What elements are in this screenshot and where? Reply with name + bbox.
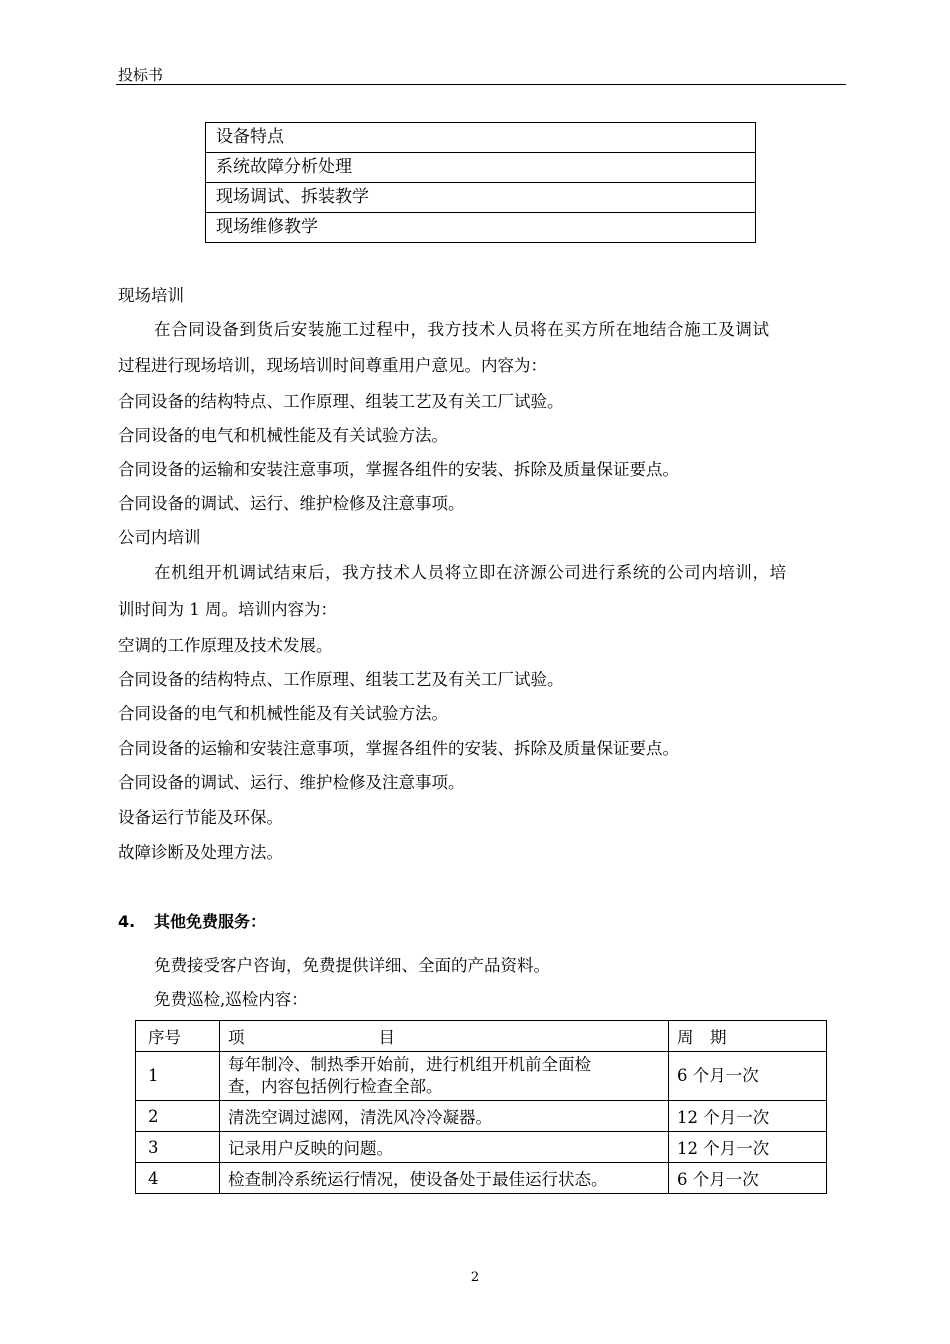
inhouse-training-title: 公司内培训 <box>118 528 201 547</box>
header-seq: 序号 <box>136 1021 220 1052</box>
list-item: 合同设备的调试、运行、维护检修及注意事项。 <box>118 494 465 513</box>
list-item: 合同设备的电气和机械性能及有关试验方法。 <box>118 426 448 445</box>
list-item: 合同设备的运输和安装注意事项，掌握各组件的安装、拆除及质量保证要点。 <box>118 460 679 479</box>
list-item: 故障诊断及处理方法。 <box>118 843 283 862</box>
section-title: 其他免费服务： <box>154 912 267 931</box>
topic-cell: 系统故障分析处理 <box>206 153 756 183</box>
cell-item: 记录用户反映的问题。 <box>220 1132 669 1163</box>
list-item: 合同设备的结构特点、工作原理、组装工艺及有关工厂试验。 <box>118 670 564 689</box>
table-row <box>136 1052 827 1101</box>
table-row <box>206 213 756 243</box>
onsite-training-title: 现场培训 <box>118 286 184 305</box>
cell-period: 12 个月一次 <box>669 1101 827 1132</box>
cell-seq: 1 <box>136 1052 220 1101</box>
free-service-line-2: 免费巡检,巡检内容： <box>154 990 308 1009</box>
topic-cell: 现场维修教学 <box>206 213 756 243</box>
cell-period: 6 个月一次 <box>669 1052 827 1101</box>
inhouse-paragraph-line-1: 在机组开机调试结束后，我方技术人员将立即在济源公司进行系统的公司内培训，培 <box>154 563 787 582</box>
cell-item-line-2: 查，内容包括例行检查全部。 <box>228 1077 443 1096</box>
topic-cell: 设备特点 <box>206 123 756 153</box>
list-item: 设备运行节能及环保。 <box>118 808 283 827</box>
cell-period: 6 个月一次 <box>669 1163 827 1194</box>
section-heading <box>118 912 266 932</box>
list-item: 合同设备的电气和机械性能及有关试验方法。 <box>118 704 448 723</box>
cell-item: 检查制冷系统运行情况，使设备处于最佳运行状态。 <box>220 1163 669 1194</box>
cell-period: 12 个月一次 <box>669 1132 827 1163</box>
section-number: 4. <box>118 912 136 931</box>
table-row <box>206 153 756 183</box>
list-item: 合同设备的结构特点、工作原理、组装工艺及有关工厂试验。 <box>118 392 564 411</box>
cell-seq: 4 <box>136 1163 220 1194</box>
page-number: 2 <box>470 1270 480 1285</box>
list-item: 合同设备的调试、运行、维护检修及注意事项。 <box>118 773 465 792</box>
list-item: 空调的工作原理及技术发展。 <box>118 636 333 655</box>
header-item <box>220 1021 669 1052</box>
training-topics-table <box>205 122 756 243</box>
table-row <box>136 1101 827 1132</box>
cell-seq: 2 <box>136 1101 220 1132</box>
cell-item: 清洗空调过滤网，清洗风冷冷凝器。 <box>220 1101 669 1132</box>
cell-item <box>220 1052 669 1101</box>
header-divider <box>116 84 846 85</box>
table-header-row <box>136 1021 827 1052</box>
topic-cell: 现场调试、拆装教学 <box>206 183 756 213</box>
list-item: 合同设备的运输和安装注意事项，掌握各组件的安装、拆除及质量保证要点。 <box>118 739 679 758</box>
cell-seq: 3 <box>136 1132 220 1163</box>
onsite-paragraph-line-1: 在合同设备到货后安装施工过程中，我方技术人员将在买方所在地结合施工及调试 <box>154 320 770 339</box>
inhouse-paragraph-line-2: 训时间为 1 周。培训内容为： <box>118 600 337 619</box>
table-row <box>206 123 756 153</box>
table-row <box>136 1132 827 1163</box>
onsite-paragraph-line-2: 过程进行现场培训，现场培训时间尊重用户意见。内容为： <box>118 356 547 375</box>
table-row <box>206 183 756 213</box>
patrol-inspection-table <box>135 1020 827 1194</box>
table-row <box>136 1163 827 1194</box>
free-service-line-1: 免费接受客户咨询，免费提供详细、全面的产品资料。 <box>154 956 550 975</box>
cell-item-line-1: 每年制冷、制热季开始前，进行机组开机前全面检 <box>228 1055 591 1074</box>
header-item-a: 项 <box>228 1028 245 1047</box>
header-item-b: 目 <box>378 1028 395 1047</box>
header-period: 周 期 <box>669 1021 827 1052</box>
document-header-title: 投标书 <box>118 66 164 84</box>
